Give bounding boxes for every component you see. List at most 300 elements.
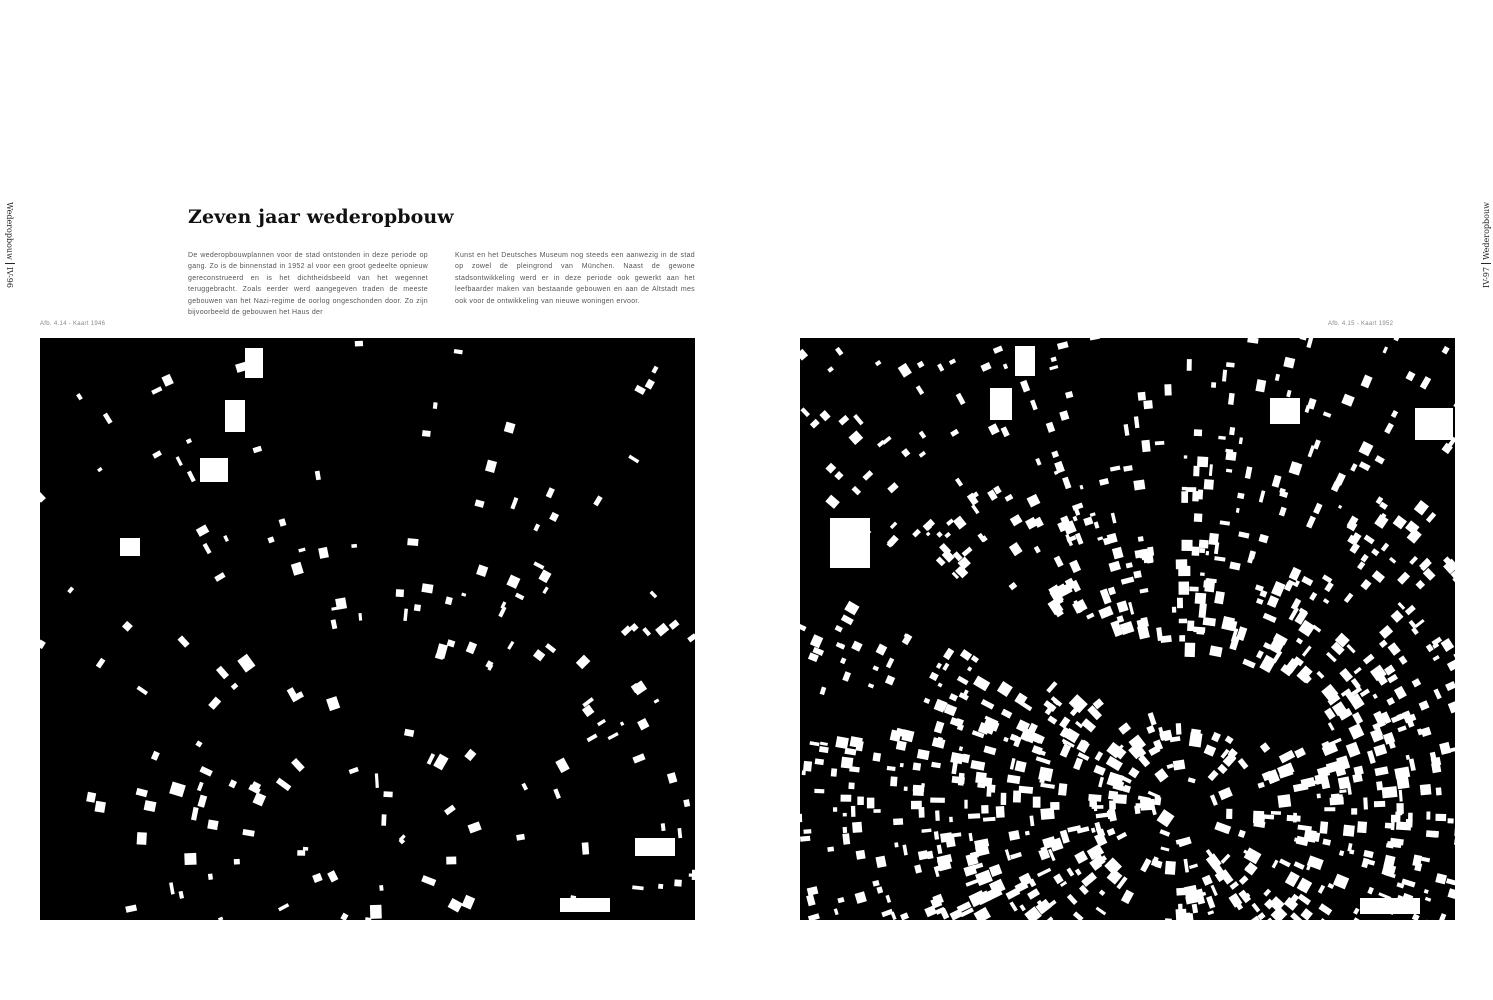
building-footprint [1037,868,1051,877]
building-footprint [936,531,942,538]
building-footprint [1172,607,1176,613]
building-footprint [1350,463,1357,472]
building-footprint [476,564,488,577]
building-footprint [1010,758,1016,770]
building-footprint [983,817,996,822]
building-footprint [1074,851,1088,865]
building-footprint [67,587,74,594]
building-footprint [1287,815,1301,822]
building-footprint [968,833,973,841]
building-footprint [1047,715,1057,724]
building-footprint [1194,429,1202,436]
building-footprint [1090,512,1096,517]
building-footprint [136,788,148,797]
building-footprint [1347,782,1352,794]
building-footprint [1379,640,1388,648]
building-footprint [1379,625,1393,639]
building-footprint [1010,852,1022,860]
building-footprint [980,362,991,372]
building-footprint [841,614,854,625]
building-footprint [634,385,646,395]
building-footprint [842,833,850,844]
building-footprint [1339,789,1346,793]
right-running-head-text: Wederopbouw [1481,202,1491,260]
building-footprint [1322,839,1331,846]
building-footprint [538,569,551,583]
building-footprint [1391,410,1398,418]
building-footprint [1062,477,1071,490]
building-footprint [957,676,969,686]
building-footprint [576,655,591,670]
building-footprint [873,809,880,813]
building-footprint [1116,832,1127,840]
building-footprint [1343,825,1355,837]
building-footprint [1259,655,1276,673]
building-footprint [1066,868,1074,877]
building-footprint [842,671,851,682]
building-footprint [632,753,645,763]
building-footprint [669,620,680,630]
building-footprint [1237,493,1244,500]
building-footprint [937,845,943,854]
building-footprint [1112,547,1124,560]
building-footprint [1247,338,1258,344]
building-footprint [1255,379,1266,392]
building-footprint [1165,918,1172,920]
building-footprint [809,741,819,746]
building-footprint [1260,742,1270,753]
building-footprint [1239,437,1243,444]
building-footprint [1221,854,1231,864]
building-footprint [363,917,371,920]
building-footprint [1426,812,1430,820]
building-footprint [218,917,223,920]
building-footprint [448,898,463,912]
building-footprint [1177,598,1183,608]
building-footprint [1139,588,1148,593]
building-footprint [838,415,849,426]
building-footprint [349,767,359,774]
building-footprint [1323,598,1329,604]
building-footprint [1176,723,1182,735]
building-footprint [137,832,147,845]
building-footprint [1226,362,1235,367]
building-footprint [176,456,183,466]
building-footprint [843,827,848,833]
landmark-building [560,898,610,912]
building-footprint [1364,535,1375,545]
building-footprint [938,683,943,688]
building-footprint [1290,912,1302,920]
building-footprint [1195,593,1207,605]
building-footprint [1393,338,1400,341]
building-footprint [1293,782,1309,792]
building-footprint [1354,667,1362,675]
building-footprint [582,704,595,717]
building-footprint [891,911,897,920]
landmark-building [1415,408,1453,440]
building-footprint [1096,812,1110,818]
building-footprint [890,730,902,742]
building-footprint [1267,595,1279,608]
building-footprint [1138,536,1144,542]
building-footprint [921,829,931,833]
building-footprint [1121,889,1134,904]
building-footprint [381,814,386,825]
building-footprint [1352,712,1363,725]
building-footprint [1357,561,1365,570]
building-footprint [1275,374,1280,381]
building-footprint [1403,767,1409,772]
building-footprint [533,561,544,569]
building-footprint [983,745,996,755]
map-1946-svg [40,338,695,920]
landmark-building [225,400,245,432]
building-footprint [875,856,886,868]
building-footprint [208,697,221,710]
building-footprint [1179,582,1190,595]
building-footprint [1079,485,1083,490]
building-footprint [1179,619,1187,624]
building-footprint [1271,906,1288,920]
building-footprint [464,749,476,761]
building-footprint [1218,787,1233,800]
building-footprint [169,782,186,798]
building-footprint [1442,346,1450,355]
body-text-column-2: Kunst en het Deutsches Museum nog steeds een aanwezig in de stad op zowel de pleingrond van München. Naast de gewone stadsontwikkeling werd er in deze periode ook gewerkt aan het leefbaarder maken van bestaande gebouwen en aan de Altstadt mes ook voor de ontwikkeling van nieuwe woningen ervoor. [455,252,695,305]
building-footprint [1313,503,1322,515]
building-footprint [1386,697,1395,706]
building-footprint [1318,885,1325,894]
building-footprint [1434,831,1439,838]
building-footprint [1009,901,1017,911]
building-footprint [1107,828,1116,836]
building-footprint [1214,822,1231,835]
building-footprint [919,431,927,439]
building-footprint [833,807,837,812]
building-footprint [267,536,274,543]
building-footprint [1001,793,1007,805]
building-footprint [844,601,859,616]
building-footprint [1363,797,1368,809]
building-footprint [936,662,942,669]
building-footprint [533,649,545,661]
building-footprint [521,783,528,791]
building-footprint [1199,540,1209,549]
building-footprint [1148,712,1157,725]
building-footprint [901,448,910,457]
building-footprint [546,487,555,498]
building-footprint [1225,735,1234,744]
building-footprint [1236,626,1247,641]
building-footprint [898,363,912,378]
building-footprint [806,894,815,906]
building-footprint [1256,598,1264,605]
building-footprint [1214,556,1225,561]
building-footprint [1196,630,1204,635]
building-footprint [827,366,834,373]
building-footprint [466,641,477,654]
building-footprint [1228,393,1235,405]
building-footprint [327,870,338,882]
building-footprint [1207,910,1214,915]
building-footprint [970,760,985,771]
building-footprint [968,813,980,819]
building-footprint [1065,391,1073,399]
building-footprint [1328,722,1335,731]
building-footprint [1192,904,1198,914]
building-footprint [1346,742,1361,758]
building-footprint [1189,864,1198,870]
building-footprint [1123,465,1133,472]
building-footprint [1027,494,1041,508]
building-footprint [1453,396,1455,408]
building-footprint [1409,758,1416,771]
building-footprint [650,591,658,599]
building-footprint [1204,479,1214,490]
building-footprint [820,686,827,695]
building-footprint [904,786,908,791]
building-footprint [507,641,514,650]
building-footprint [934,721,945,734]
building-footprint [403,609,408,621]
building-footprint [1047,916,1054,920]
building-footprint [814,789,824,794]
building-footprint [485,660,493,669]
building-footprint [1054,556,1064,568]
building-footprint [914,864,922,873]
building-footprint [872,880,879,887]
building-footprint [945,836,955,848]
building-footprint [177,635,189,647]
building-footprint [1009,542,1023,556]
building-footprint [689,873,695,877]
building-footprint [1230,881,1239,890]
building-footprint [1187,621,1194,632]
building-footprint [587,734,598,743]
building-footprint [184,853,196,865]
landmark-building [200,458,228,482]
building-footprint [228,779,237,788]
building-footprint [929,672,939,681]
building-footprint [1271,581,1285,597]
landmark-building [635,838,675,856]
building-footprint [943,648,954,660]
building-footprint [187,470,196,482]
building-footprint [1414,500,1429,515]
building-footprint [454,349,463,354]
building-footprint [1093,765,1105,776]
building-footprint [1226,469,1232,473]
building-footprint [1206,896,1215,909]
building-footprint [186,438,192,444]
building-footprint [1239,875,1249,885]
building-footprint [355,341,363,347]
building-footprint [840,657,846,664]
building-footprint [834,471,843,480]
building-footprint [1272,860,1279,869]
building-footprint [893,818,903,825]
building-footprint [896,740,907,751]
building-footprint [1421,727,1432,737]
building-footprint [1298,894,1311,906]
building-footprint [808,913,820,920]
building-footprint [1210,794,1218,806]
building-footprint [1073,516,1078,522]
building-footprint [849,736,862,748]
building-footprint [199,766,212,777]
building-footprint [946,518,954,526]
building-footprint [433,402,438,409]
building-footprint [1165,861,1176,875]
building-footprint [1022,702,1032,711]
building-footprint [1245,466,1253,479]
figure-caption-1946: Afb. 4.14 - Kaart 1946 [40,321,106,327]
building-footprint [1050,802,1059,810]
building-footprint [1346,644,1355,653]
building-footprint [1397,725,1406,732]
landmark-building [1270,398,1300,424]
building-footprint [1424,889,1429,894]
building-footprint [1217,764,1227,774]
building-footprint [422,430,431,437]
building-footprint [912,529,921,538]
building-footprint [276,778,292,792]
building-footprint [1391,821,1395,830]
building-footprint [1035,458,1041,466]
building-footprint [216,666,229,680]
building-footprint [1108,808,1117,821]
building-footprint [835,625,843,633]
building-footprint [1375,455,1385,464]
building-footprint [1374,801,1385,807]
building-footprint [950,429,959,437]
building-footprint [1339,850,1344,856]
building-footprint [1192,491,1199,502]
building-footprint [1308,445,1315,458]
building-footprint [967,666,972,671]
building-footprint [1059,716,1070,728]
building-footprint [196,524,210,536]
building-footprint [862,470,873,481]
building-footprint [1452,577,1455,584]
building-footprint [1436,787,1442,795]
building-footprint [1426,644,1434,653]
building-footprint [953,516,967,530]
building-footprint [890,521,898,529]
building-footprint [1406,819,1413,828]
building-footprint [1164,384,1171,395]
building-footprint [1202,875,1213,886]
building-footprint [1199,548,1205,553]
building-footprint [867,798,875,809]
building-footprint [986,784,991,796]
building-footprint [1406,371,1416,382]
building-footprint [331,607,337,611]
building-footprint [949,358,956,364]
building-footprint [1359,461,1371,471]
building-footprint [1184,859,1189,873]
building-footprint [1244,847,1262,864]
building-footprint [632,885,644,890]
building-footprint [144,800,157,812]
building-footprint [960,649,972,661]
building-footprint [981,699,995,710]
building-footprint [1199,603,1207,618]
building-footprint [195,740,202,747]
building-footprint [1420,376,1431,390]
building-footprint [1009,582,1018,591]
building-footprint [1010,514,1023,526]
building-footprint [203,543,212,554]
building-footprint [1156,627,1163,641]
building-footprint [683,799,690,807]
building-footprint [1095,751,1104,761]
building-footprint [1359,441,1374,456]
building-footprint [1176,559,1188,569]
building-footprint [949,817,953,823]
building-footprint [1133,479,1145,490]
building-footprint [1300,908,1313,920]
building-footprint [988,423,1000,435]
landmark-building [245,348,263,378]
building-footprint [1015,760,1027,772]
building-footprint [1399,655,1408,664]
building-footprint [827,847,834,852]
building-footprint [1001,426,1010,437]
building-footprint [1419,700,1430,711]
building-footprint [1372,570,1385,583]
building-footprint [1326,652,1337,663]
building-footprint [1208,770,1219,781]
building-footprint [1412,678,1422,687]
building-footprint [835,347,843,356]
building-footprint [97,467,103,472]
building-footprint [137,686,149,696]
building-footprint [1330,797,1344,806]
building-footprint [885,675,895,686]
building-footprint [916,385,924,395]
building-footprint [825,495,840,509]
building-footprint [1099,890,1106,897]
building-footprint [86,792,96,803]
building-footprint [803,829,811,834]
building-footprint [1279,507,1287,517]
building-footprint [1394,686,1407,700]
building-footprint [841,795,852,802]
building-footprint [297,850,305,856]
building-footprint [1283,357,1295,369]
left-running-head-text: Wederopbouw [5,202,15,260]
building-footprint [800,349,808,361]
building-footprint [462,895,476,910]
building-footprint [1184,455,1187,458]
building-footprint [687,633,695,642]
building-footprint [851,641,862,652]
building-footprint [1316,671,1324,679]
building-footprint [1086,613,1094,620]
building-footprint [851,806,856,817]
building-footprint [955,478,963,487]
building-footprint [674,879,682,886]
building-footprint [1209,645,1222,657]
building-footprint [1301,576,1313,586]
building-footprint [1384,423,1394,434]
building-footprint [956,393,966,405]
building-footprint [935,810,940,821]
building-footprint [1397,572,1410,585]
building-footprint [815,758,824,765]
